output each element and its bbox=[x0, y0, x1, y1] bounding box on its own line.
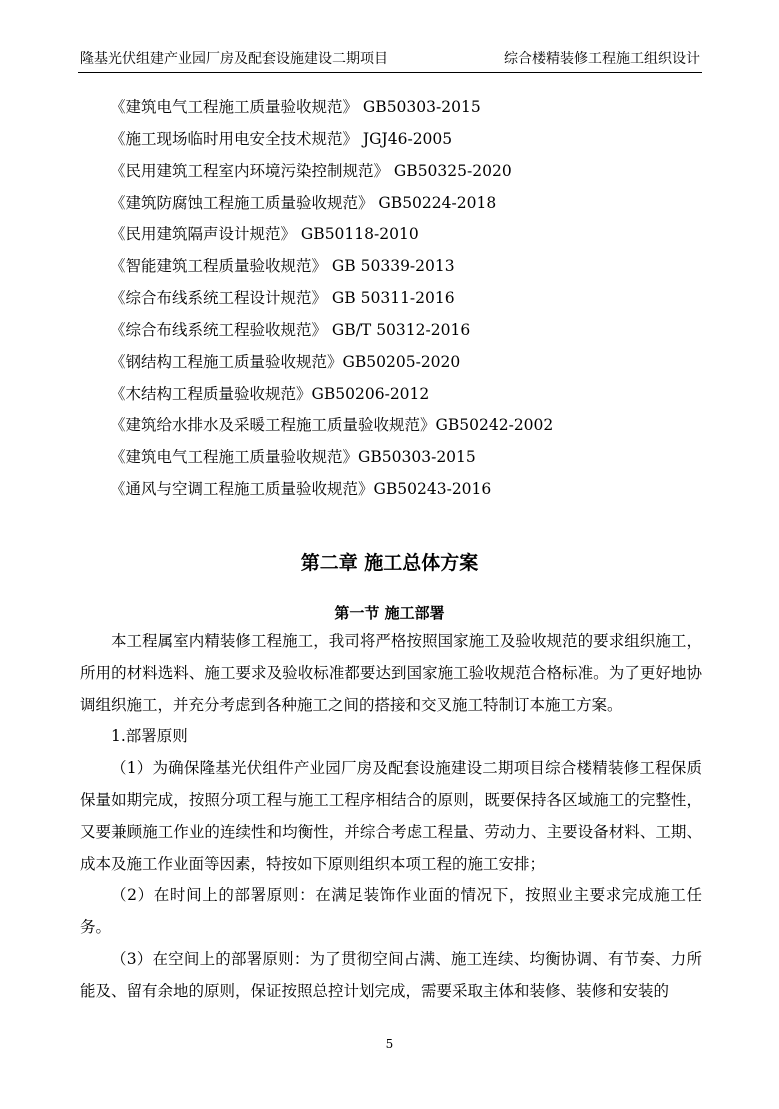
reference-list bbox=[110, 94, 553, 508]
reference-item: 《建筑电气工程施工质量验收规范》 GB50303-2015 bbox=[110, 98, 481, 116]
paragraph: （1）为确保隆基光伏组件产业园厂房及配套设施建设二期项目综合楼精装修工程保质保量如期完成，按照分项工程与施工工程序相结合的原则，既要保持各区域施工的完整性，又要兼顾施工作业的连续性和均衡性，并综合考虑工程量、劳动力、主要设备材料、工期、成本及施工作业面等因素，特按如下原则组织本项工程的施工安排； bbox=[80, 759, 702, 873]
paragraph: （3）在空间上的部署原则：为了贯彻空间占满、施工连续、均衡协调、有节奏、力所能及、留有余地的原则，保证按照总控计划完成，需要采取主体和装修、装修和安装的 bbox=[80, 949, 702, 1000]
body-text bbox=[80, 626, 702, 1008]
chapter-title: 第二章 施工总体方案 bbox=[300, 552, 479, 574]
reference-item: 《木结构工程质量验收规范》GB50206-2012 bbox=[110, 384, 430, 403]
reference-item: 《综合布线系统工程设计规范》 GB 50311-2016 bbox=[110, 289, 455, 308]
reference-item: 《智能建筑工程质量验收规范》 GB 50339-2013 bbox=[110, 257, 455, 276]
reference-item: 《民用建筑工程室内环境污染控制规范》 GB50325-2020 bbox=[110, 161, 512, 180]
reference-item: 《建筑电气工程施工质量验收规范》GB50303-2015 bbox=[110, 448, 476, 467]
reference-item: 《综合布线系统工程验收规范》 GB/T 50312-2016 bbox=[110, 320, 471, 339]
reference-item: 《建筑给水排水及采暖工程施工质量验收规范》GB50242-2002 bbox=[110, 416, 554, 435]
paragraph: 1.部署原则 bbox=[111, 727, 188, 746]
reference-item: 《建筑防腐蚀工程施工质量验收规范》 GB50224-2018 bbox=[110, 193, 497, 212]
reference-item: 《民用建筑隔声设计规范》 GB50118-2010 bbox=[110, 225, 419, 244]
header-project-title: 隆基光伏组建产业园厂房及配套设施建设二期项目 bbox=[80, 51, 388, 67]
paragraph: （2）在时间上的部署原则：在满足装饰作业面的情况下，按照业主要求完成施工任务。 bbox=[80, 886, 702, 937]
reference-item: 《施工现场临时用电安全技术规范》 JGJ46-2005 bbox=[110, 129, 453, 148]
reference-item: 《钢结构工程施工质量验收规范》GB50205-2020 bbox=[110, 352, 461, 371]
paragraph: 本工程属室内精装修工程施工，我司将严格按照国家施工及验收规范的要求组织施工，所用的材料选料、施工要求及验收标准都要达到国家施工验收规范合格标准。为了更好地协调组织施工，并充分考虑到各种施工之间的搭接和交叉施工特制订本施工方案。 bbox=[80, 632, 702, 714]
section-title: 第一节 施工部署 bbox=[334, 604, 445, 622]
header-rule bbox=[78, 72, 702, 73]
page-number: 5 bbox=[385, 1037, 394, 1051]
reference-item: 《通风与空调工程施工质量验收规范》GB50243-2016 bbox=[110, 480, 492, 499]
header-document-title: 综合楼精装修工程施工组织设计 bbox=[504, 51, 700, 67]
